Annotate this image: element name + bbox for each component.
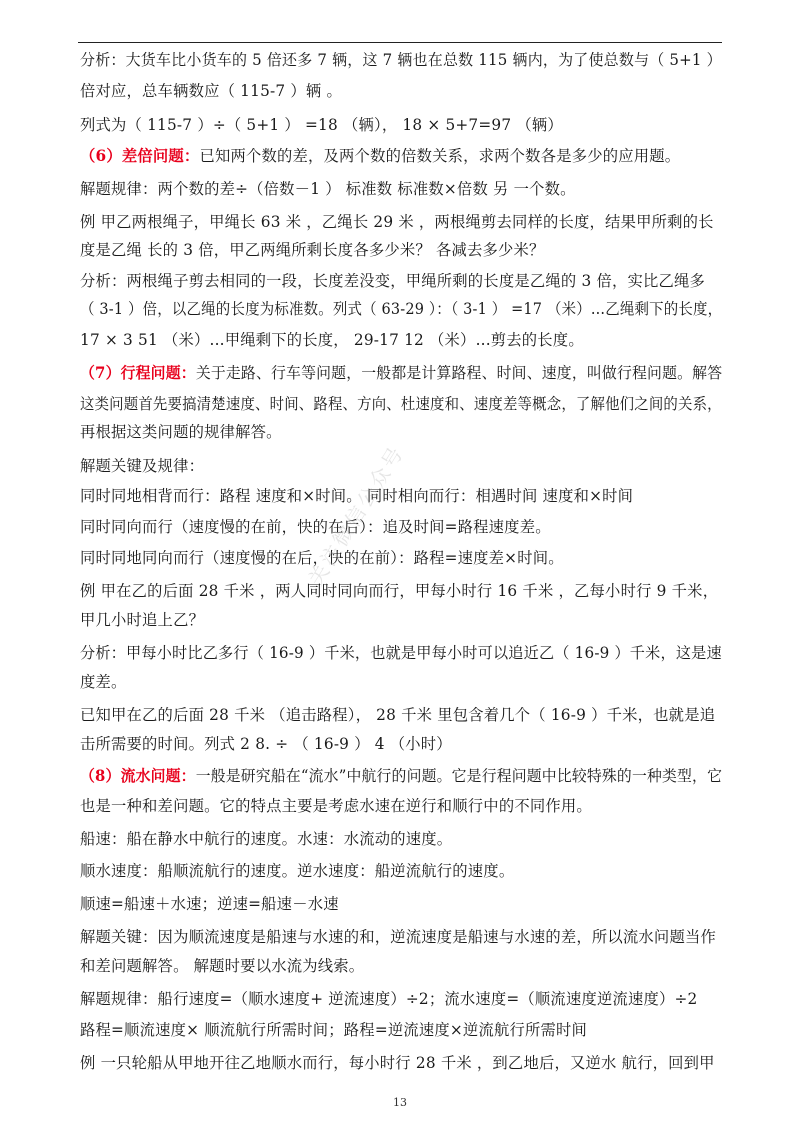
section-text-7: 关于走路、行车等问题，一般都是计算路程、时间、速度，叫做行程问题。解答 [195,364,723,382]
text-line: 分析：大货车比小货车的 5 倍还多 7 辆，这 7 辆也在总数 115 辆内，为了使总数与（ 5+1 ） [80,51,722,69]
section-label-7: （7）行程问题： [80,363,196,382]
text-line: 解题规律：两个数的差÷（倍数－1 ） 标准数 标准数×倍数 另 一个数。 [80,180,576,198]
section-text-8: 一般是研究船在“流水”中航行的问题。它是行程问题中比较特殊的一种类型，它 [195,767,723,785]
watermark: 关注微信公众号 [303,440,410,590]
section-label-6: （6）差倍问题： [80,146,200,165]
text-line: 顺水速度：船顺流航行的速度。逆水速度：船逆流航行的速度。 [80,862,515,880]
text-line: 例 甲在乙的后面 28 千米 ，两人同时同向而行，甲每小时行 16 千米 ，乙每小时行 9 千米， [80,582,719,600]
section-heading-6 [80,145,722,167]
text-line: 分析：甲每小时比乙多行（ 16-9 ）千米，也就是甲每小时可以追近乙（ 16-9 ）千米，这是速 [80,644,722,662]
text-line: 度是乙绳 长的 3 倍，甲乙两绳所剩长度各多少米？ 各减去多少米？ [80,241,545,259]
page-number: 13 [393,1096,407,1109]
text-line: 例 一只轮船从甲地开往乙地顺水而行，每小时行 28 千米 ，到乙地后，又逆水 航行，回到甲 [80,1054,715,1072]
text-line: 再根据这类问题的规律解答。 [80,423,282,441]
text-line: 船速：船在静水中航行的速度。水速：水流动的速度。 [80,830,453,848]
text-line: 解题关键及规律： [80,457,205,475]
header-rule [78,42,722,43]
text-line: 顺速=船速＋水速；逆速=船速－水速 [80,895,339,913]
text-line: 击所需要的时间。列式 2 8. ÷ （ 16-9 ） 4 （小时） [80,735,452,753]
section-heading-7 [80,362,723,384]
section-heading-8 [80,765,723,787]
text-line: 度差。 [80,673,127,691]
text-line: 例 甲乙两根绳子，甲绳长 63 米 ，乙绳长 29 米 ，两根绳剪去同样的长度，结果甲所剩的长 [80,213,714,231]
text-line: 解题规律：船行速度=（顺水速度+ 逆流速度）÷2；流水速度=（顺流速度逆流速度）÷2 [80,990,698,1008]
text-line: 已知甲在乙的后面 28 千米 （追击路程）， 28 千米 里包含着几个（ 16-9 ）千米，也就是追 [80,706,716,724]
text-line: 分析：两根绳子剪去相同的一段，长度差没变，甲绳所剩的长度是乙绳的 3 倍，实比乙绳多 [80,272,706,290]
text-line: 这类问题首先要搞清楚速度、时间、路程、方向、杜速度和、速度差等概念，了解他们之间的关系， [80,395,722,413]
section-text-6: 已知两个数的差，及两个数的倍数关系，求两个数各是多少的应用题。 [199,147,681,165]
text-line: 列式为（ 115-7 ）÷（ 5+1 ） =18 （辆）， 18 × 5+7=97 （辆） [80,116,563,134]
text-line: 也是一种和差问题。它的特点主要是考虑水速在逆行和顺行中的不同作用。 [80,797,592,815]
text-line: 倍对应，总车辆数应（ 115-7 ）辆 。 [80,82,342,100]
text-line: （ 3-1 ）倍，以乙绳的长度为标准数。列式（ 63-29 ）：（ 3-1 ） =17 （米）...乙绳剩下的长度， [80,300,723,318]
text-line: 17 × 3 51 （米）...甲绳剩下的长度， 29-17 12 （米）...剪去的长度。 [80,331,584,349]
text-line: 甲几小时追上乙？ [80,611,205,629]
section-label-8: （8）流水问题： [80,766,196,785]
text-line: 同时同向而行（速度慢的在前，快的在后）：追及时间=路程速度差。 [80,518,551,536]
text-line: 解题关键：因为顺流速度是船速与水速的和，逆流速度是船速与水速的差，所以流水问题当作 [80,928,716,946]
text-line: 同时同地相背而行：路程 速度和×时间。 同时相向而行：相遇时间 速度和×时间 [80,487,634,505]
text-line: 同时同地同向而行（速度慢的在后，快的在前）：路程=速度差×时间。 [80,549,564,567]
text-line: 和差问题解答。 解题时要以水流为线索。 [80,957,365,975]
text-line: 路程=顺流速度× 顺流航行所需时间；路程=逆流速度×逆流航行所需时间 [80,1021,588,1039]
